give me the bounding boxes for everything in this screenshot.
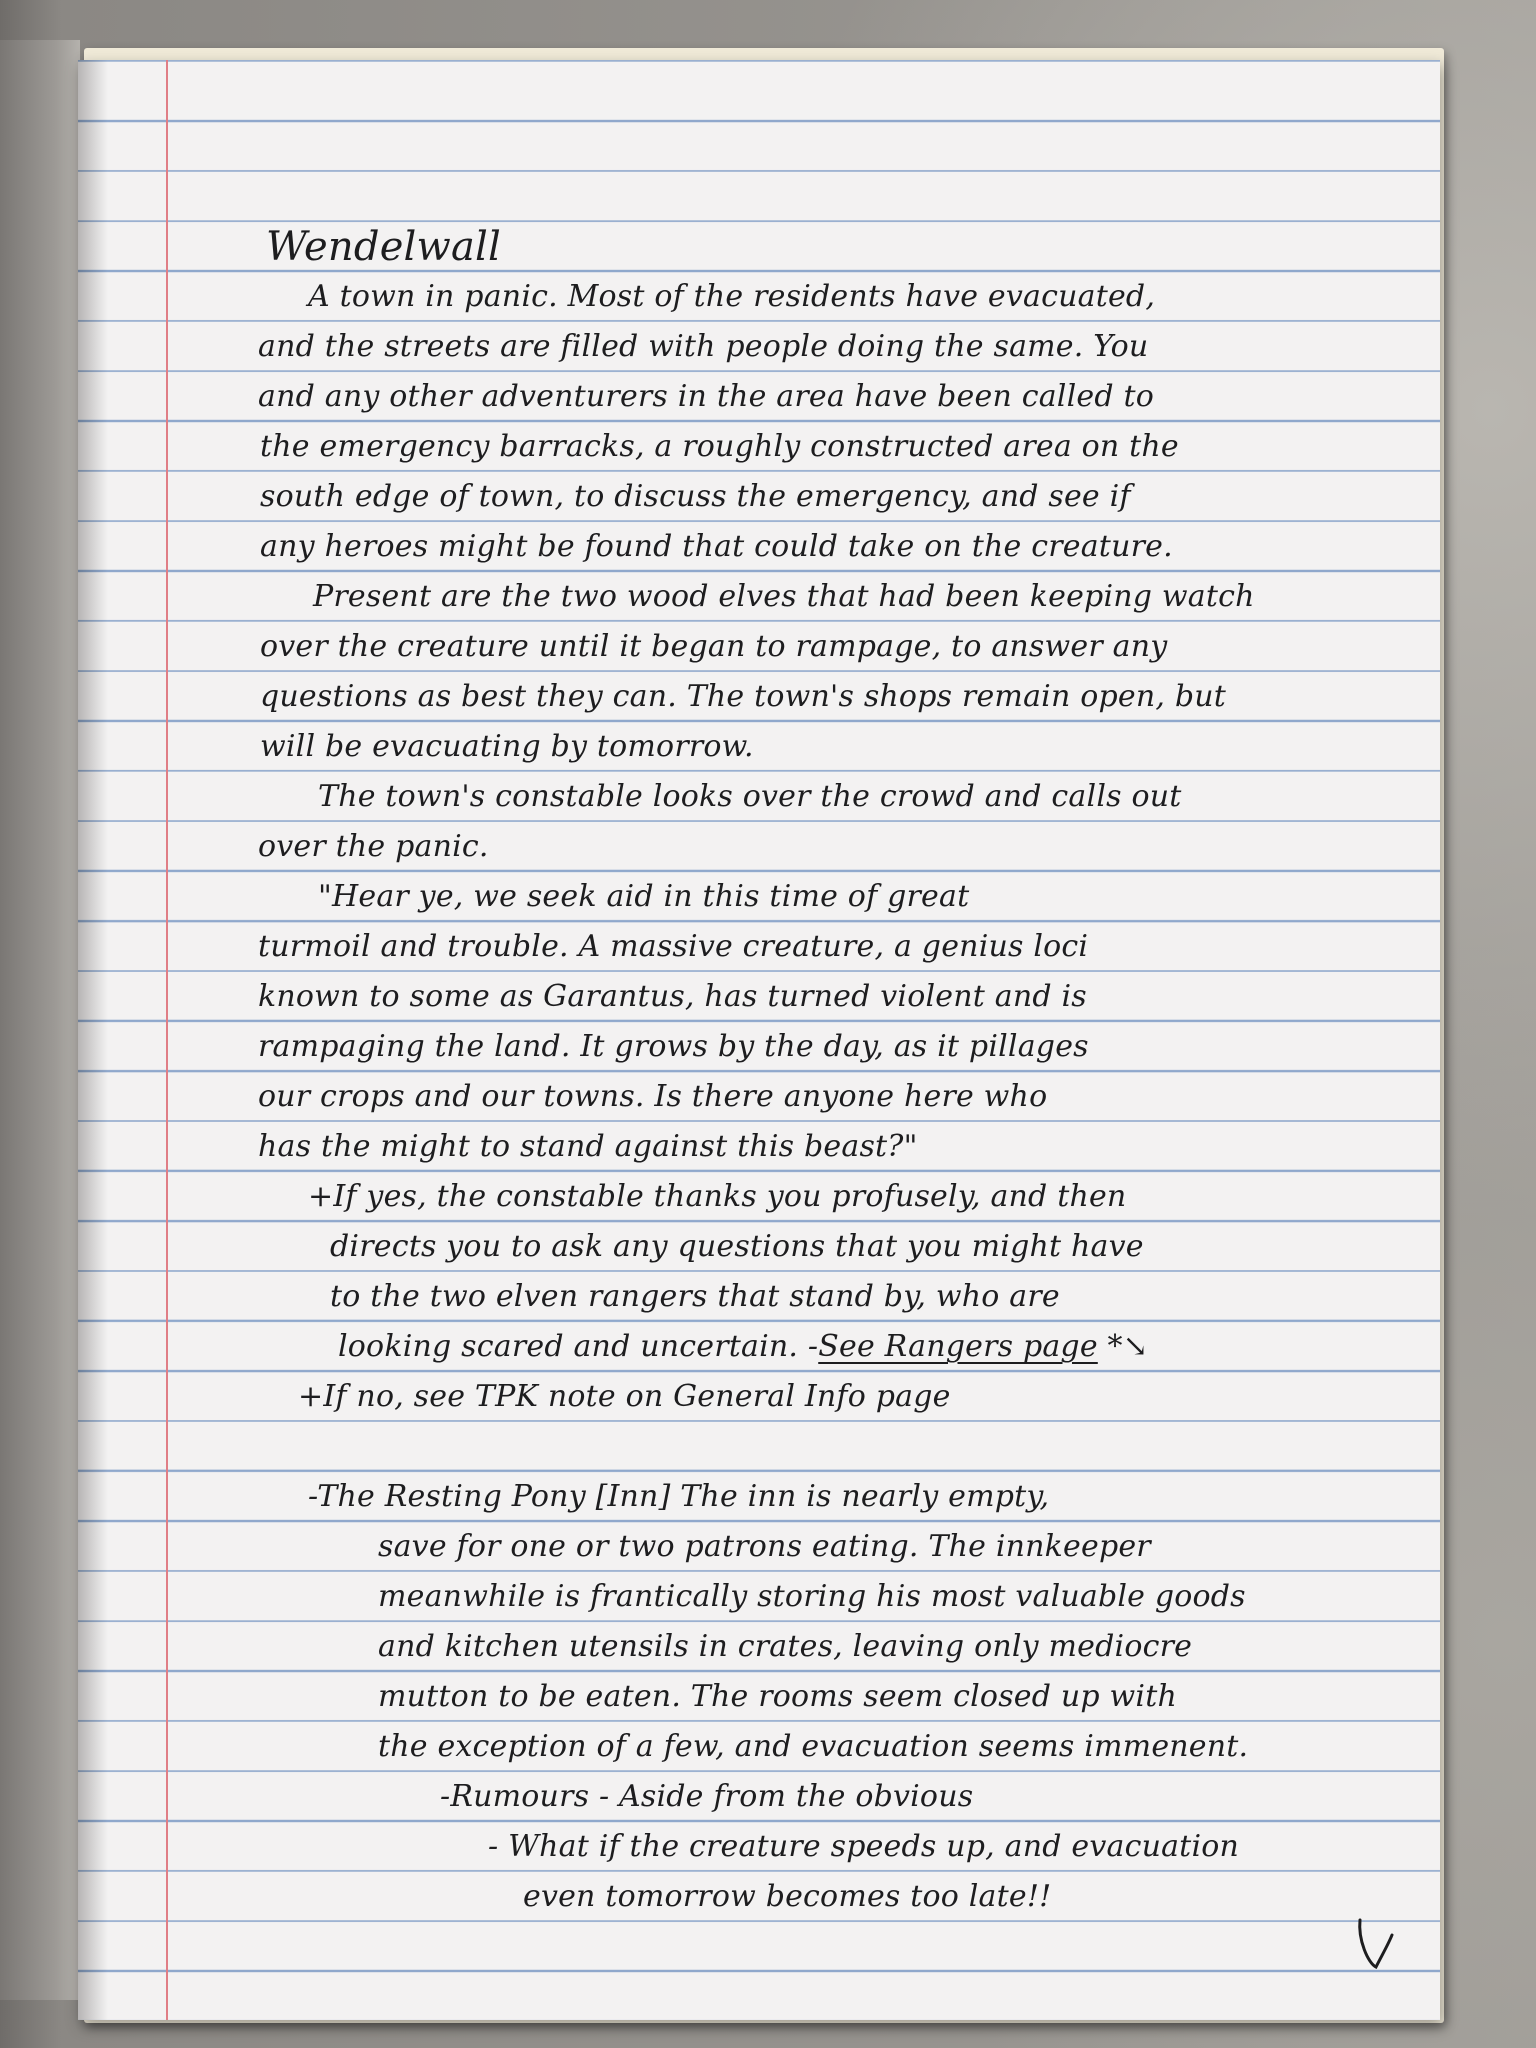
page-title: Wendelwall bbox=[266, 224, 502, 270]
see-rangers-mark: *↘ bbox=[1107, 1329, 1149, 1364]
text-line: mutton to be eaten. The rooms seem closed up with bbox=[378, 1679, 1177, 1714]
text-line: and the streets are filled with people doing the same. You bbox=[258, 329, 1149, 364]
text-line: A town in panic. Most of the residents have evacuated, bbox=[308, 279, 1156, 314]
option-line: to the two elven rangers that stand by, who are bbox=[330, 1279, 1060, 1314]
margin-line bbox=[166, 60, 168, 2020]
quote-line: known to some as Garantus, has turned violent and is bbox=[258, 979, 1087, 1014]
text-line: south edge of town, to discuss the emergency, and see if bbox=[260, 479, 1131, 514]
inn-heading-line: -The Resting Pony [Inn] The inn is nearly empty, bbox=[308, 1479, 1050, 1514]
quote-line: turmoil and trouble. A massive creature, a genius loci bbox=[258, 929, 1089, 964]
option-text: looking scared and uncertain. - bbox=[338, 1329, 819, 1364]
text-line: questions as best they can. The town's shops remain open, but bbox=[260, 679, 1227, 714]
text-line: the exception of a few, and evacuation seems immenent. bbox=[378, 1729, 1249, 1764]
turn-page-arrow-icon bbox=[1350, 1915, 1400, 1975]
facing-page-edge bbox=[0, 40, 80, 2000]
blank-line bbox=[178, 1422, 1428, 1472]
text-line: will be evacuating by tomorrow. bbox=[260, 729, 754, 764]
rumours-line: -Rumours - Aside from the obvious bbox=[440, 1779, 974, 1814]
text-line: meanwhile is frantically storing his most valuable goods bbox=[378, 1579, 1246, 1614]
see-rangers-link[interactable]: See Rangers page bbox=[818, 1329, 1098, 1364]
rumour-item: even tomorrow becomes too late!! bbox=[523, 1879, 1052, 1914]
rumour-item: - What if the creature speeds up, and evacuation bbox=[488, 1829, 1240, 1864]
notebook-page bbox=[78, 60, 1440, 2020]
quote-line: our crops and our towns. Is there anyone here who bbox=[258, 1079, 1048, 1114]
text-line: over the panic. bbox=[258, 829, 489, 864]
option-line: +If no, see TPK note on General Info page bbox=[298, 1379, 951, 1414]
quote-line: "Hear ye, we seek aid in this time of great bbox=[318, 879, 970, 914]
option-line: +If yes, the constable thanks you profusely, and then bbox=[308, 1179, 1127, 1214]
quote-line: has the might to stand against this beast?" bbox=[258, 1129, 918, 1164]
text-line: over the creature until it began to rampage, to answer any bbox=[260, 629, 1168, 664]
text-line: the emergency barracks, a roughly constructed area on the bbox=[260, 429, 1179, 464]
quote-line: rampaging the land. It grows by the day, as it pillages bbox=[258, 1029, 1089, 1064]
text-line: and any other adventurers in the area have been called to bbox=[258, 379, 1154, 414]
handwritten-notes bbox=[178, 222, 1428, 1922]
option-line: directs you to ask any questions that you might have bbox=[330, 1229, 1144, 1264]
text-line: Present are the two wood elves that had been keeping watch bbox=[313, 579, 1255, 614]
text-line: save for one or two patrons eating. The innkeeper bbox=[378, 1529, 1151, 1564]
text-line: The town's constable looks over the crowd and calls out bbox=[318, 779, 1182, 814]
option-line bbox=[338, 1322, 1428, 1372]
text-line: any heroes might be found that could take on the creature. bbox=[260, 529, 1173, 564]
binding-shadow bbox=[78, 60, 108, 2020]
text-line: and kitchen utensils in crates, leaving only mediocre bbox=[378, 1629, 1193, 1664]
